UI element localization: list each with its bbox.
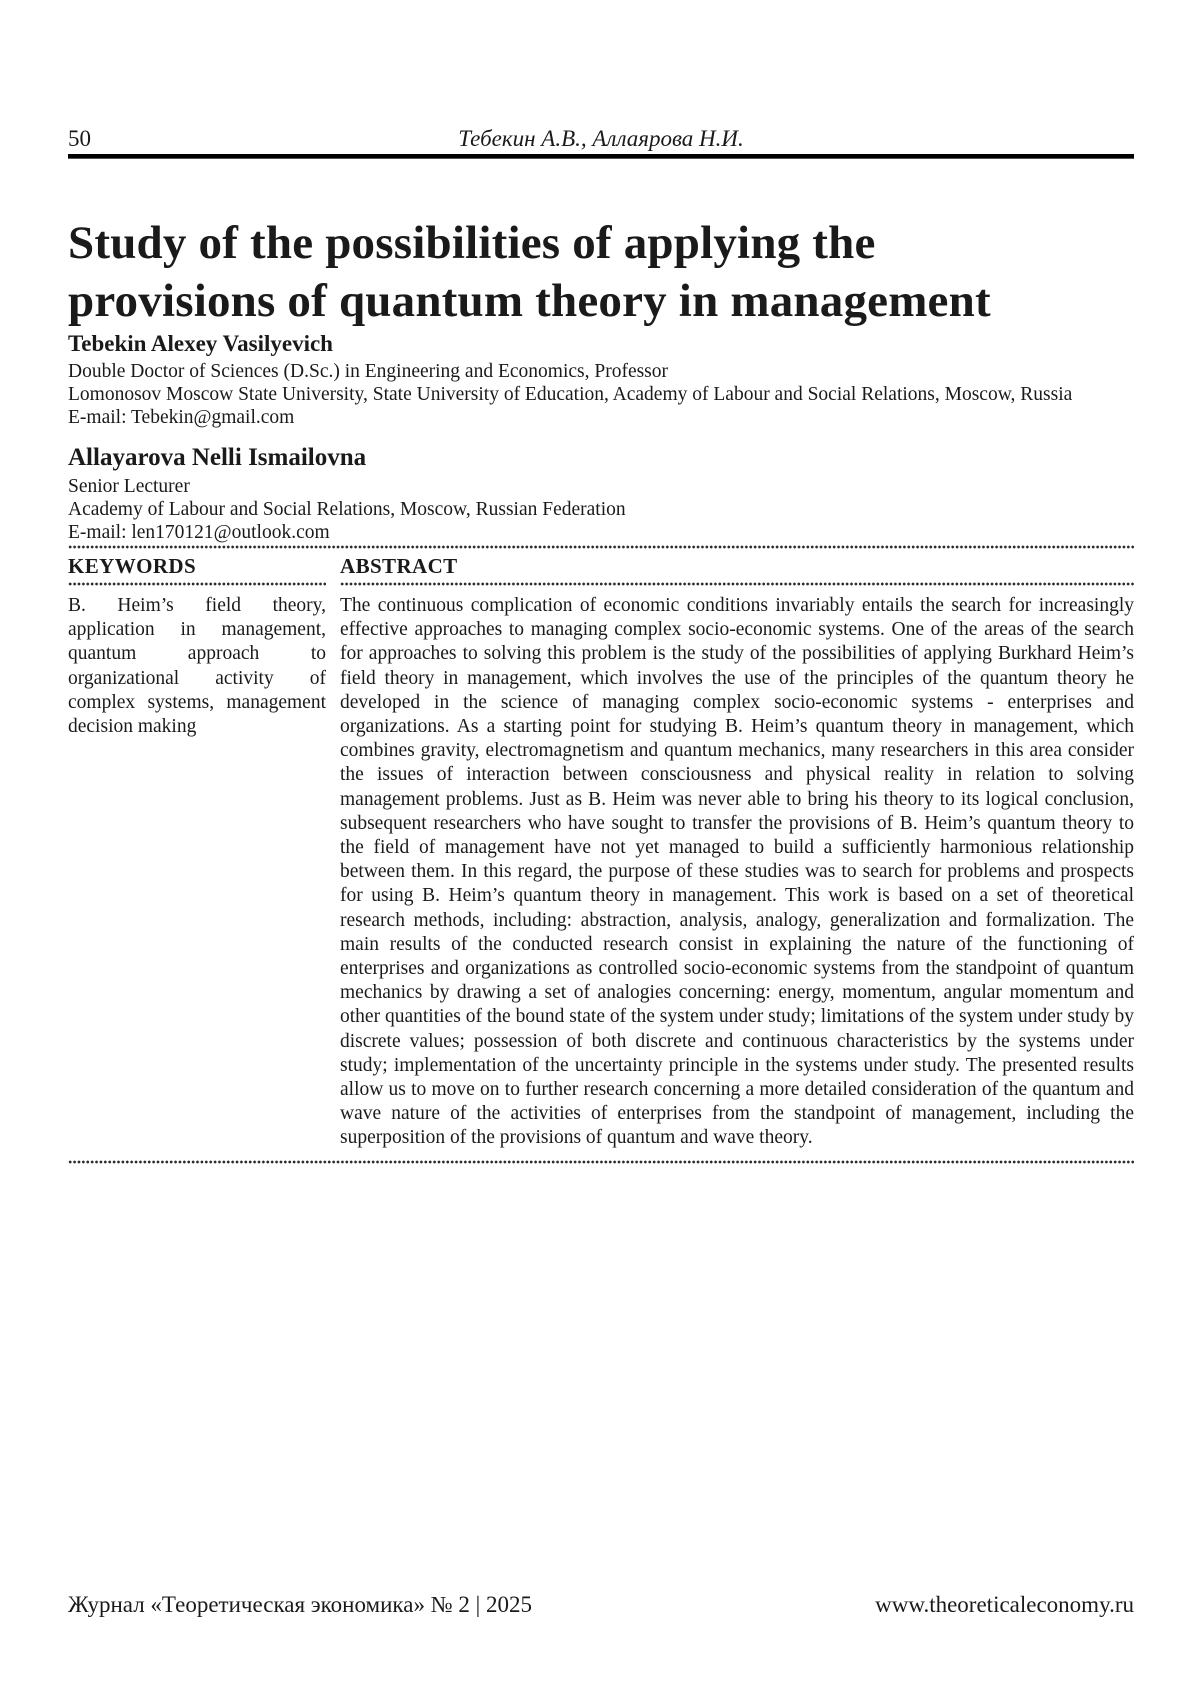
footer-journal-title: Журнал «Теоретическая экономика» № 2 | 2025 — [68, 1592, 532, 1617]
abstract-column — [340, 549, 1134, 1151]
author-1-name: Tebekin Alexey Vasilyevich — [68, 331, 333, 356]
keywords-abstract-section — [68, 545, 1134, 1164]
abstract-heading: ABSTRACT — [340, 554, 458, 578]
author-2-affiliation: Academy of Labour and Social Relations, Moscow, Russian Federation — [68, 498, 626, 520]
abstract-text: The continuous complication of economic conditions invariably entails the search for increasingly effective approaches to managing complex socio-economic systems. One of the areas of the search for approaches to solving this problem is the study of the possibilities of applying Burkhard Heim’s field theory in management, which involves the use of the principles of the quantum theory he developed in the science of managing complex socio-economic systems - enterprises and organizations. As a starting point for studying B. Heim’s quantum theory in management, which combines gravity, electromagnetism and quantum mechanics, many researchers in this area consider the issues of interaction between consciousness and physical reality in relation to solving management problems. Just as B. Heim was never able to bring his theory to its logical conclusion, subsequent researchers who have sought to transfer the provisions of B. Heim’s quantum theory to the field of management have not yet managed to build a sufficiently harmonious relationship between them. In this regard, the purpose of these studies was to search for problems and prospects for using B. Heim’s quantum theory in management. This work is based on a set of theoretical research methods, including: abstraction, analysis, analogy, generalization and formalization. The main results of the conducted research consist in explaining the nature of the functioning of enterprises and organizations as controlled socio-economic systems from the standpoint of quantum mechanics by drawing a set of analogies concerning: energy, momentum, angular momentum and other quantities of the bound state of the system under study; limitations of the system under study by discrete values; possession of both discrete and continuous characteristics by the systems under study; implementation of the uncertainty principle in the systems under study. The presented results allow us to move on to further research concerning a more detailed consideration of the quantum and wave nature of the activities of enterprises from the standpoint of management, including the superposition of the provisions of quantum and wave theory. — [340, 595, 1134, 1149]
author-2-name: Allayarova Nelli Ismailovna — [68, 443, 367, 471]
author-2-role: Senior Lecturer — [68, 475, 190, 497]
page-footer — [68, 1592, 1134, 1622]
keywords-heading: KEYWORDS — [68, 554, 197, 578]
author-1-affiliation: Lomonosov Moscow State University, State University of Education, Academy of Labour and Social Relations, Moscow, Russia — [68, 384, 1073, 406]
page-number: 50 — [68, 126, 91, 151]
header-rule — [68, 154, 1134, 159]
article-title — [68, 214, 1134, 330]
authors-block — [68, 330, 1134, 544]
running-head-authors: Тебекин А.В., Аллаярова Н.И. — [458, 126, 744, 151]
keywords-text: B. Heim’s field theory, application in management, quantum approach to organizational activity of complex systems, management decision making — [68, 595, 326, 738]
section-bottom-dotted-rule — [68, 1160, 1134, 1164]
footer-website: www.theoreticaleconomy.ru — [875, 1592, 1134, 1617]
running-header — [68, 126, 1134, 154]
author-1-degree: Double Doctor of Sciences (D.Sc.) in Engineering and Economics, Professor — [68, 361, 669, 382]
article-title-line-1: Study of the possibilities of applying the — [68, 217, 876, 270]
author-1-email: E-mail: Tebekin@gmail.com — [68, 407, 295, 429]
author-2-email: E-mail: len170121@outlook.com — [68, 522, 330, 544]
article-title-line-2: provisions of quantum theory in management — [68, 275, 991, 328]
keywords-column — [68, 549, 326, 739]
